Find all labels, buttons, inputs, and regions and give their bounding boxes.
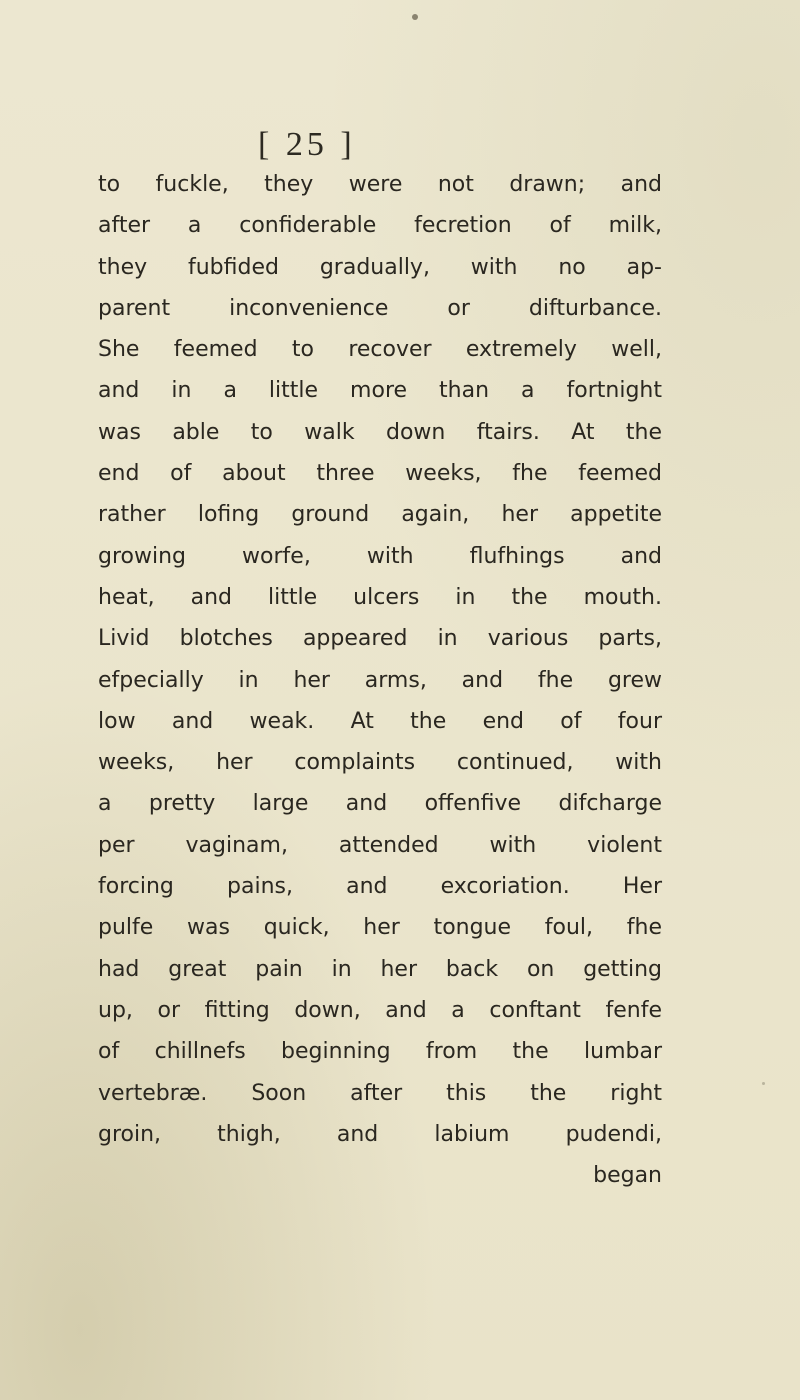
ink-speck: [412, 14, 418, 20]
text-line: parent inconvenience or difturbance.: [98, 295, 662, 321]
text-line: vertebræ. Soon after this the right: [98, 1080, 662, 1106]
text-line: heat, and little ulcers in the mouth.: [98, 584, 662, 610]
text-line: of chillnefs beginning from the lumbar: [98, 1039, 662, 1065]
text-line: Livid blotches appeared in various parts,: [98, 626, 662, 652]
text-line: and in a little more than a fortnight: [98, 378, 662, 404]
text-line: had great pain in her back on getting: [98, 956, 662, 982]
text-line: rather lofing ground again, her appetite: [98, 502, 662, 528]
text-line: low and weak. At the end of four: [98, 708, 662, 734]
text-line: they fubfided gradually, with no ap-: [98, 254, 662, 280]
text-line: was able to walk down ftairs. At the: [98, 419, 662, 445]
ink-speck: [762, 1082, 765, 1085]
text-line: after a confiderable fecretion of milk,: [98, 213, 662, 239]
text-line: up, or fitting down, and a conftant fenfe: [98, 997, 662, 1023]
text-line: weeks, her complaints continued, with: [98, 750, 662, 776]
text-line: forcing pains, and excoriation. Her: [98, 874, 662, 900]
page-number: [ 25 ]: [258, 126, 356, 163]
text-line: groin, thigh, and labium pudendi,: [98, 1121, 662, 1147]
text-line: a pretty large and offenfive difcharge: [98, 791, 662, 817]
text-line: efpecially in her arms, and fhe grew: [98, 667, 662, 693]
body-text: [98, 164, 662, 1196]
text-line: She feemed to recover extremely well,: [98, 337, 662, 363]
catchword: began: [593, 1163, 662, 1189]
text-line: per vaginam, attended with violent: [98, 832, 662, 858]
text-line: to fuckle, they were not drawn; and: [98, 172, 662, 197]
text-line: pulfe was quick, her tongue foul, fhe: [98, 915, 662, 941]
text-line: growing worfe, with flufhings and: [98, 543, 662, 569]
text-line: end of about three weeks, fhe feemed: [98, 461, 662, 487]
